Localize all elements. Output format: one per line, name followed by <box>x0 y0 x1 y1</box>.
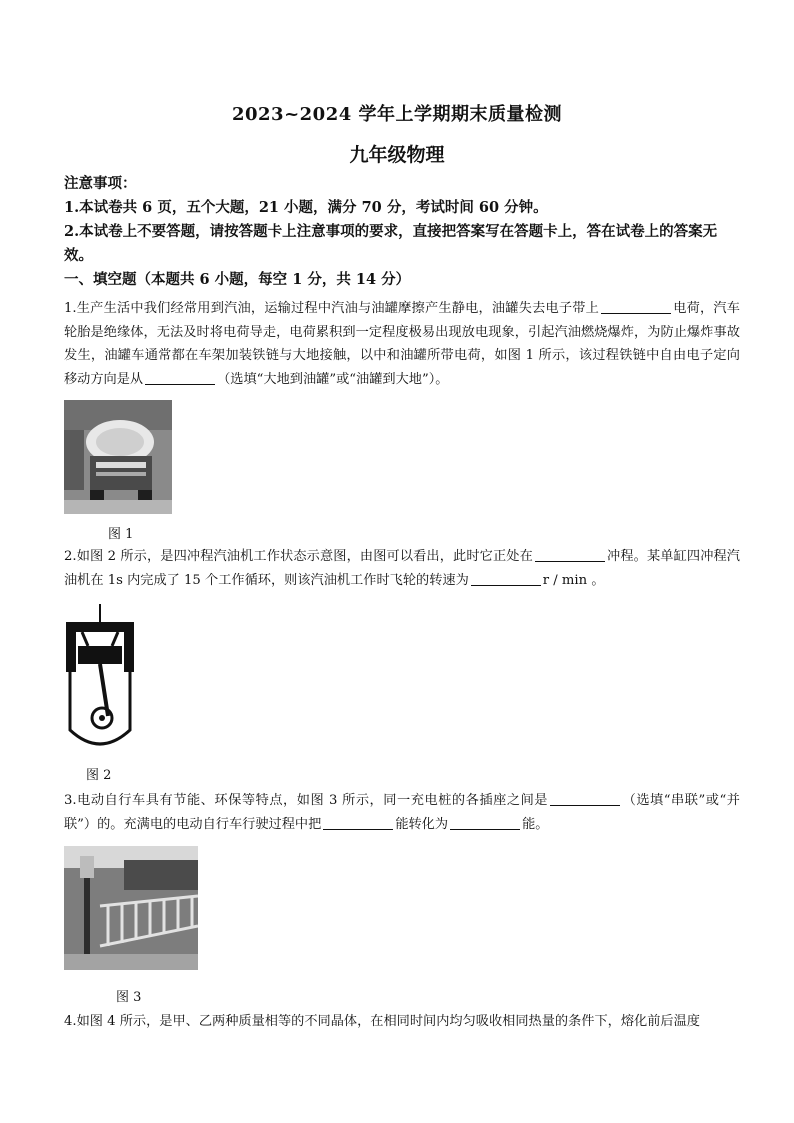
question-3-text-b: （选填“串联”或“并联”）的。充满电的电动自行车行驶过程中把 <box>64 793 740 832</box>
answer-blank <box>550 791 620 806</box>
question-3-text-a: 3.电动自行车具有节能、环保等特点，如图 3 所示，同一充电桩的各插座之间是 <box>64 793 549 808</box>
figure-3-caption: 图 3 <box>116 990 142 1005</box>
figure-2-caption: 图 2 <box>86 768 112 783</box>
notes-item-2: 2.本试卷上不要答题，请按答题卡上注意事项的要求，直接把答案写在答题卡上，答在试卷上的答案无效。 <box>64 223 718 264</box>
question-2 <box>64 545 740 592</box>
figure-3-charging-station-photo <box>64 846 198 970</box>
answer-blank <box>535 547 605 562</box>
question-2-text-a: 2.如图 2 所示，是四冲程汽油机工作状态示意图，由图可以看出，此时它正处在 <box>64 549 533 564</box>
notes-item-1: 1.本试卷共 6 页，五个大题，21 小题，满分 70 分，考试时间 60 分钟。 <box>64 199 548 216</box>
question-3-text-d: 能。 <box>522 816 549 832</box>
figure-1-caption: 图 1 <box>108 527 134 542</box>
section-1-heading: 一、填空题（本题共 6 小题，每空 1 分，共 14 分） <box>64 271 411 288</box>
answer-blank <box>323 815 393 830</box>
answer-blank <box>471 571 541 586</box>
answer-blank <box>145 370 215 385</box>
question-3-text-c: 能转化为 <box>395 816 449 832</box>
question-1-text-b: 电荷，汽车轮胎是绝缘体，无法及时将电荷导走，电荷累积到一定程度极易出现放电现象，引起汽油燃烧爆炸，为防止爆炸事故发生，油罐车通常都在车架加装铁链与大地接触，以中和油罐所带电荷，如图 1 所示，该过程铁链中自由电子定向移动方向是从 <box>64 301 740 387</box>
question-2-text-b: 冲程。某单缸四冲程汽油机在 1s 内完成了 15 个工作循环，则该汽油机工作时飞轮的转速为 <box>64 549 740 588</box>
question-3 <box>64 789 740 836</box>
question-4: 4.如图 4 所示，是甲、乙两种质量相等的不同晶体，在相同时间内均匀吸收相同热量的条件下，熔化前后温度 <box>64 1014 700 1029</box>
notes-heading: 注意事项： <box>64 175 137 192</box>
question-2-text-c: r / min 。 <box>542 572 605 588</box>
question-1-text-a: 1.生产生活中我们经常用到汽油，运输过程中汽油与油罐摩擦产生静电，油罐失去电子带上 <box>64 301 600 316</box>
exam-title: 2023~2024 学年上学期期末质量检测 <box>231 104 563 125</box>
figure-2-engine-diagram <box>64 600 136 752</box>
exam-subject: 九年级物理 <box>349 144 445 166</box>
question-1 <box>64 297 740 391</box>
question-1-text-c: （选填“大地到油罐”或“油罐到大地”）。 <box>217 371 449 387</box>
notes-section <box>64 172 744 292</box>
answer-blank <box>450 815 520 830</box>
answer-blank <box>601 299 671 314</box>
figure-1-tanker-photo <box>64 400 172 514</box>
